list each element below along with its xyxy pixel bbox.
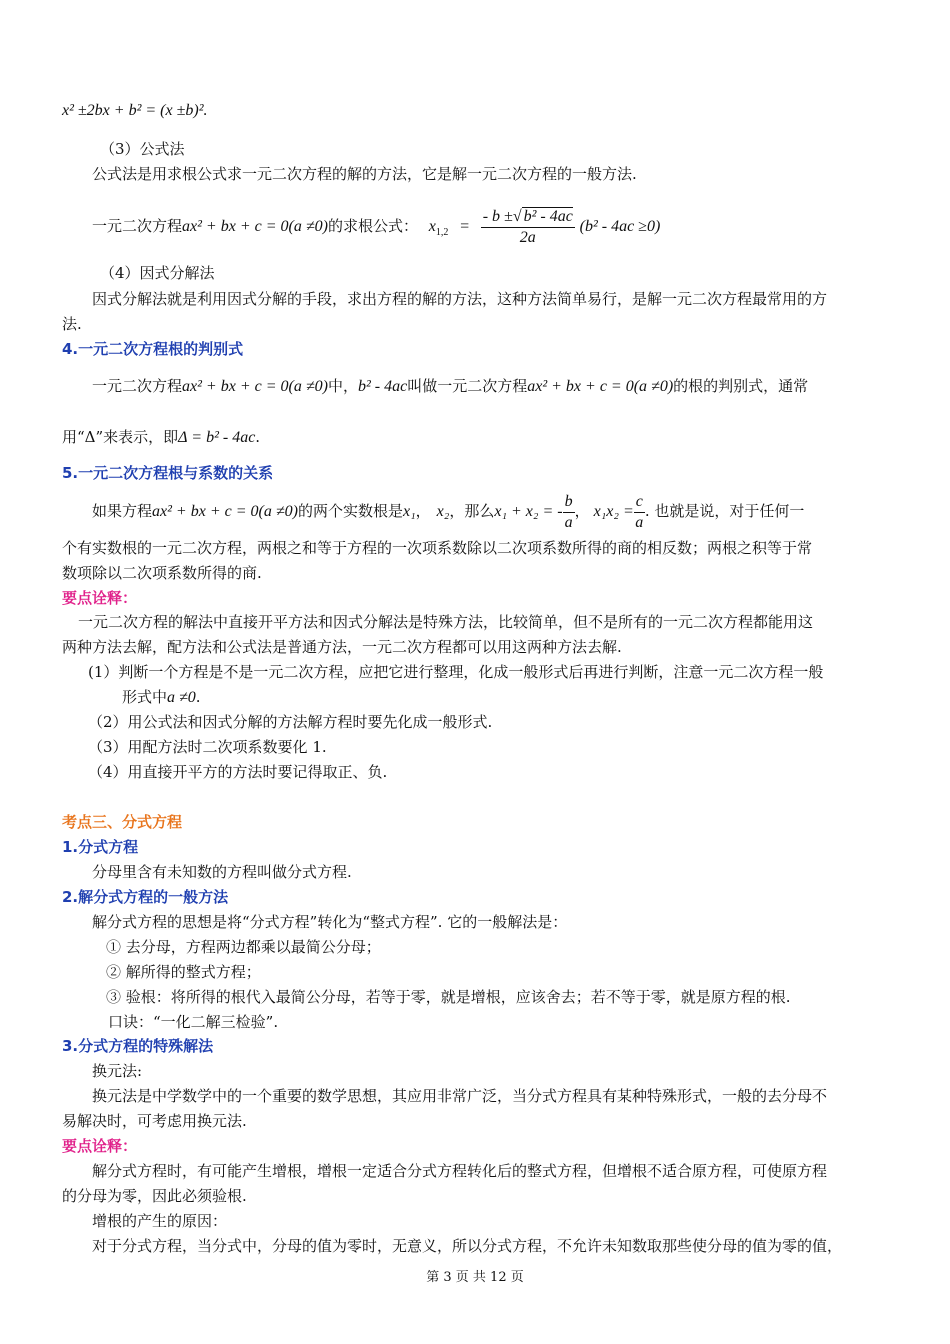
vieta-sum-lhs: x₁ + x₂ = - [494, 503, 563, 520]
heading-discriminant: 4.一元二次方程根的判别式 [62, 340, 244, 358]
vieta-sum-fraction [563, 492, 575, 533]
note2-p1-line1: 解分式方程时，有可能产生增根，增根一定适合分式方程转化后的整式方程，但增根不适合原方程，可使原方程 [92, 1162, 828, 1180]
note1-item1-text: 形式中 [122, 688, 168, 706]
factorization-desc-2: 法. [62, 315, 82, 333]
vieta-line-1: 如果方程ax² + bx + c = 0(a ≠0)的两个实数根是x₁， x₂，那么x₁ + x₂ = - $\frac{b}{a}$ ， x₁x₂ = $\frac{c}{a}$ . 也就是说，对于任何一 [92, 492, 805, 531]
note2-p3: 对于分式方程，当分式中，分母的值为零时，无意义，所以分式方程，不允许未知数取那些使分母的值为零的值， [92, 1237, 843, 1255]
note1-item1-expr: a ≠0 [167, 689, 196, 706]
section-heading-fractional-equations: 考点三、分式方程 [62, 813, 183, 831]
vieta-sum-num: b [563, 492, 575, 513]
note1-p1-line2: 两种方法去解，配方法和公式法是普通方法，一元二次方程都可以用这两种方法去解. [62, 638, 622, 656]
general-method-desc: 解分式方程的思想是将“分式方程”转化为“整式方程”. 它的一般解法是： [92, 913, 568, 931]
equals-sign: = [459, 218, 470, 235]
substitution-subheading: 换元法: [92, 1062, 143, 1080]
root-formula-prefix: 一元二次方程 [92, 217, 183, 235]
factorization-desc-1: 因式分解法就是利用因式分解的手段，求出方程的解的方法，这种方法简单易行，是解一元二次方程最常用的方 [92, 290, 828, 308]
disc-line2-end: . [255, 428, 261, 446]
note2-p1-line2: 的分母为零，因此必须验根. [62, 1187, 247, 1205]
general-method-mnemonic: 口诀：“一化二解三检验”. [108, 1013, 279, 1031]
root-formula-radicand: b² - 4ac [523, 207, 573, 225]
general-method-step-2: ② 解所得的整式方程； [106, 963, 261, 981]
note-title-2: 要点诠释： [62, 1137, 138, 1155]
disc-delta-expr: Δ = b² - 4ac [178, 429, 256, 446]
discriminant-line-2 [62, 426, 260, 449]
vieta-sum-den: a [564, 513, 573, 531]
note1-item3: （3）用配方法时二次项系数要化 1. [88, 738, 327, 756]
vieta-equation: ax² + bx + c = 0(a ≠0) [152, 503, 298, 520]
root-formula-mid: 的求根公式： [327, 217, 418, 235]
note1-item1-line1: (1）判断一个方程是不是一元二次方程，应把它进行整理，化成一般形式后再进行判断，注意一元二次方程一般 [88, 663, 824, 681]
root-formula-lhs [428, 218, 449, 239]
substitution-desc-1: 换元法是中学数学中的一个重要的数学思想，其应用非常广泛，当分式方程具有某种特殊形式，一般的去分母不 [92, 1087, 828, 1105]
page-footer: 第 3 页 共 12 页 [426, 1270, 524, 1285]
heading-fractional-equation: 1.分式方程 [62, 838, 139, 856]
note1-item2: （2）用公式法和因式分解的方法解方程时要先化成一般形式. [88, 713, 493, 731]
vieta-text-c: ，那么 [449, 502, 495, 520]
fractional-equation-desc: 分母里含有未知数的方程叫做分式方程. [92, 863, 352, 881]
disc-equation: ax² + bx + c = 0(a ≠0) [182, 378, 328, 395]
root-formula-line [92, 206, 660, 253]
note1-p1-line1: 一元二次方程的解法中直接开平方法和因式分解法是特殊方法，比较简单，但不是所有的一元二次方程都能用这 [78, 613, 814, 631]
heading-general-method: 2.解分式方程的一般方法 [62, 888, 229, 906]
vieta-text-d: . 也就是说，对于任何一 [644, 502, 805, 520]
substitution-desc-2: 易解决时，可考虑用换元法. [62, 1112, 247, 1130]
vieta-x2: x₂ [436, 503, 450, 520]
formula-perfect-square: x² ±2bx + b² = (x ±b)². [62, 102, 208, 119]
note2-p2: 增根的产生的原因： [92, 1212, 228, 1230]
disc-text-c: 叫做一元二次方程 [407, 377, 528, 395]
vieta-text-a: 如果方程 [92, 502, 153, 520]
disc-equation-2: ax² + bx + c = 0(a ≠0) [527, 378, 674, 395]
note1-item1-line2 [122, 686, 201, 709]
root-formula-numerator: - b ±√ b² - 4ac [481, 207, 575, 228]
vieta-line-3: 数项除以二次项系数所得的商. [62, 564, 262, 582]
quadratic-equation: ax² + bx + c = 0(a ≠0) [182, 218, 328, 235]
root-formula-denominator: 2a [519, 228, 536, 246]
disc-text-b: 中， [327, 377, 358, 395]
heading-special-method: 3.分式方程的特殊解法 [62, 1037, 214, 1055]
disc-expression: b² - 4ac [357, 378, 408, 395]
root-formula-x: x [428, 218, 436, 235]
general-method-step-1: ① 去分母，方程两边都乘以最简公分母； [106, 938, 381, 956]
vieta-text-b: 的两个实数根是 [297, 502, 403, 520]
disc-text-d: 的根的判别式，通常 [673, 377, 809, 395]
subheading-formula-method: （3）公式法 [100, 140, 185, 158]
note1-item4: （4）用直接开平方的方法时要记得取正、负. [88, 763, 388, 781]
subheading-factorization: （4）因式分解法 [100, 264, 215, 282]
vieta-prod-fraction [634, 492, 645, 533]
note-title-1: 要点诠释： [62, 589, 138, 607]
formula-method-desc: 公式法是用求根公式求一元二次方程的解的方法，它是解一元二次方程的一般方法. [92, 165, 637, 183]
note1-item1-end: . [195, 688, 201, 706]
disc-line2-text: 用“Δ”来表示，即 [62, 428, 179, 446]
root-formula-x-sub: 1,2 [435, 227, 449, 239]
disc-text-a: 一元二次方程 [92, 377, 183, 395]
general-method-step-3: ③ 验根：将所得的根代入最简公分母，若等于零，就是增根，应该舍去；若不等于零，就是原方程的根. [106, 988, 791, 1006]
root-formula-condition: (b² - 4ac ≥0) [579, 218, 661, 235]
heading-vieta: 5.一元二次方程根与系数的关系 [62, 464, 274, 482]
vieta-prod-num: c [634, 492, 645, 513]
vieta-x1: x₁ [402, 503, 416, 520]
vieta-prod-den: a [635, 513, 644, 531]
vieta-prod-lhs: x₁x₂ = [593, 503, 634, 520]
discriminant-line-1 [92, 375, 808, 398]
root-formula-fraction [481, 207, 575, 248]
vieta-line-2: 个有实数根的一元二次方程，两根之和等于方程的一次项系数除以二次项系数所得的商的相反数；两根之积等于常 [62, 539, 813, 557]
root-formula-num-a: - b ± [482, 207, 513, 225]
